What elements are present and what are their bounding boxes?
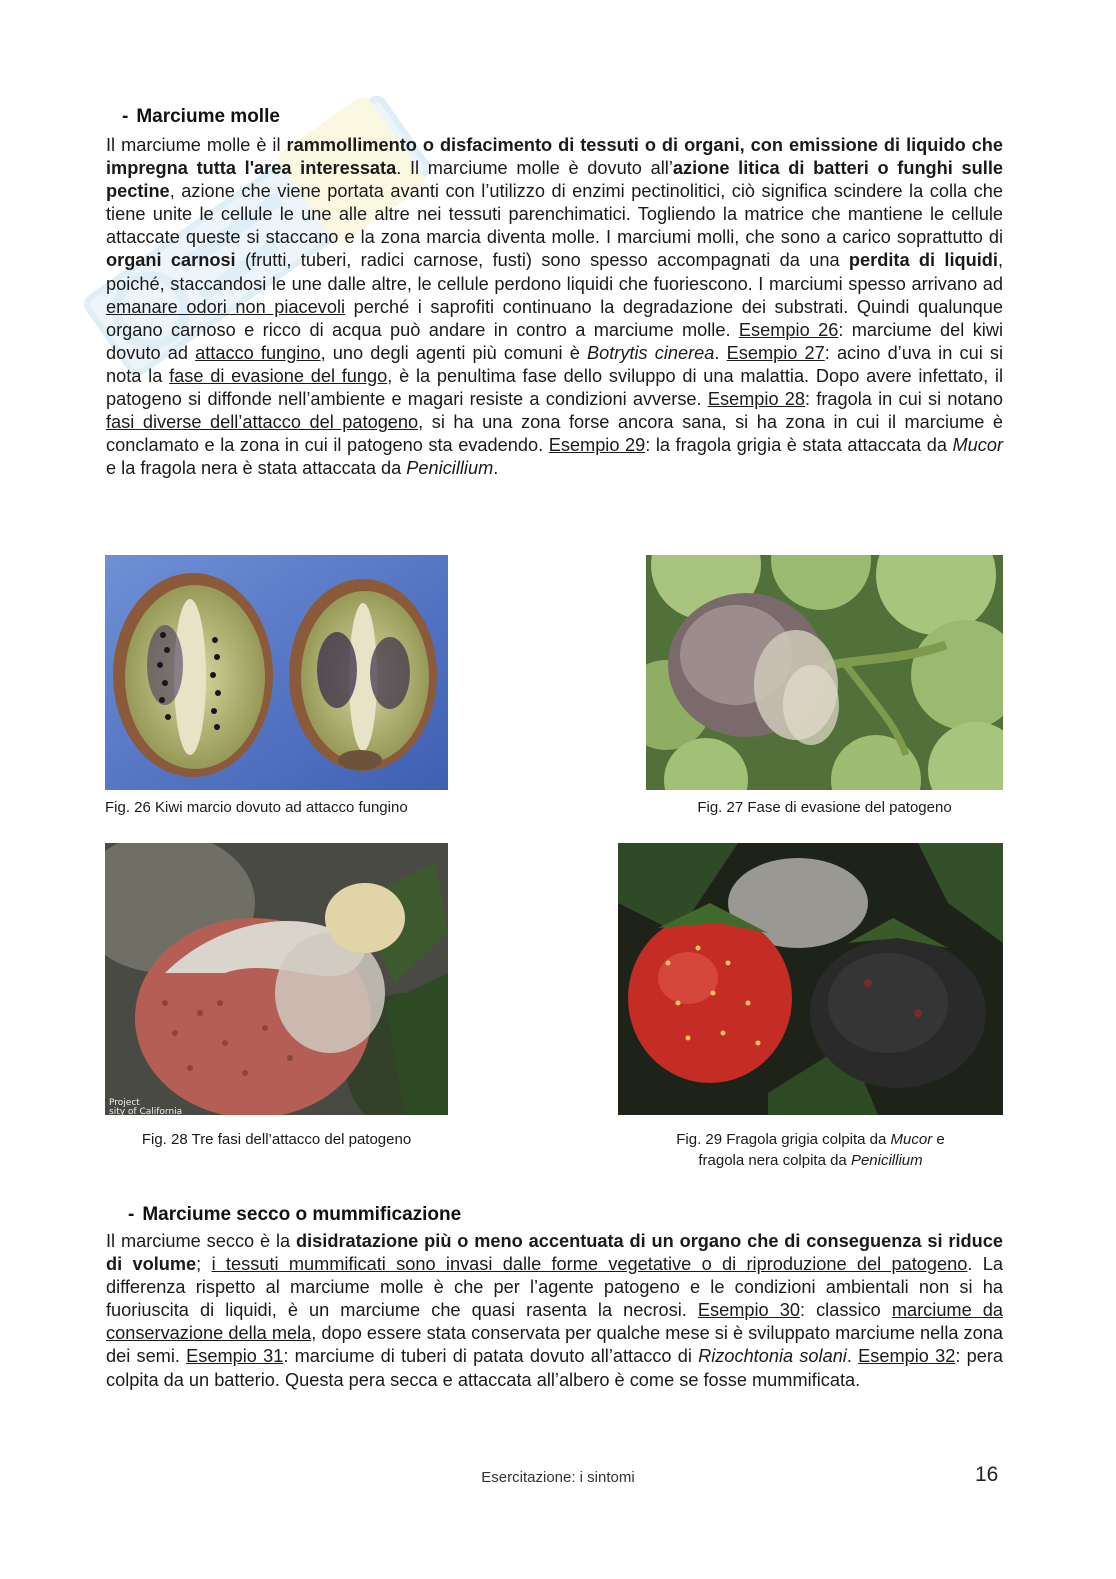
underlined-run: i tessuti mummificati sono invasi dalle forme vegetative o di riproduzione del patogeno (211, 1254, 968, 1275)
text-run: . La differenza rispetto al marciume molle è che per l’agente patogeno e le condizioni ambientali non si ha fuoriuscita di liquidi, è un marciume che quasi rasenta la necrosi. (106, 1254, 1004, 1321)
underlined-run: Esempio 30 (697, 1300, 800, 1321)
text-run: : classico (799, 1300, 892, 1321)
heading-title: Marciume molle (136, 106, 280, 127)
underlined-run: Esempio 27 (726, 342, 825, 363)
text-run: , azione che viene portata avanti con l’utilizzo di enzimi pectinolitici, ciò significa scindere la colla che tiene unite le cellule le une alle altre nei tessuti parenchimatici. Togliendo la matrice che mantiene le cellule attaccate queste si staccano e la zona marcia diventa molle. I marciumi molli, che sono a carico soprattutto di (106, 181, 1003, 248)
bold-run: rammollimento o disfacimento di tessuti o di organi, con emissione di liquido che impregna tutta l'area interessata (106, 135, 1003, 179)
text-run: , poiché, staccandosi le une dalle altre, le cellule perdono liquidi che fuoriescono. I marciumi spesso arrivano ad (106, 250, 1004, 294)
figure-27-caption: Fig. 27 Fase di evasione del patogeno (697, 799, 952, 816)
text-run: , uno degli agenti più comuni è (320, 342, 587, 363)
underlined-run: fase di evasione del fungo (169, 365, 388, 386)
text-run: ; (196, 1254, 212, 1275)
section-heading-marciume-molle (122, 106, 280, 128)
figure-29-caption-line-2 (618, 1150, 1003, 1171)
caption-text: Fig. 29 Fragola grigia colpita da (676, 1131, 891, 1148)
underlined-run: Esempio 29 (548, 435, 646, 456)
text-run: : pera colpita da un batterio. Questa pera secca e attaccata all’albero è come se fosse mummificata. (106, 1346, 1003, 1390)
figure-27-grape-photo (646, 555, 1003, 790)
page-number: 16 (975, 1463, 999, 1486)
text-run: . (493, 458, 499, 479)
figure-28-caption: Fig. 28 Tre fasi dell’attacco del patogeno (141, 1131, 412, 1148)
text-run: : marciume del kiwi dovuto ad (106, 319, 1003, 363)
bold-run: disidratazione più o meno accentuata di un organo che di conseguenza si riduce di volume (106, 1231, 1003, 1275)
figure-29-strawberries-photo (618, 843, 1003, 1115)
text-run: , è la penultima fase dello sviluppo di una malattia. Dopo avere infettato, il patogeno si diffonde nell’ambiente e magari resiste a condizioni avverse. (106, 365, 1003, 410)
italic-run: Rizochtonia solani (698, 1346, 847, 1367)
text-run: e la fragola nera è stata attaccata da (106, 458, 407, 479)
text-run: , si ha una zona forse ancora sana, si ha zona in cui il marciume è conclamato e la zona in cui il patogeno sta evadendo. (106, 412, 1003, 456)
text-run: : marciume di tuberi di patata dovuto all’attacco di (283, 1346, 699, 1367)
text-run: . (846, 1346, 859, 1367)
text-run: perché i saprofiti continuano la degradazione dei substrati. Quindi qualunque organo carnoso e ricco di acqua può andare in contro a marciume molle. (106, 296, 1004, 340)
underlined-run: Esempio 28 (707, 389, 806, 410)
bold-run: perdita di liquidi (848, 250, 998, 271)
underlined-run: Esempio 26 (738, 319, 839, 340)
text-run: Il marciume molle è il (106, 135, 287, 155)
heading-dash: - (128, 1204, 135, 1225)
italic-run: Penicillium (406, 458, 494, 479)
footer-running-title: Esercitazione: i sintomi (481, 1469, 635, 1486)
underlined-run: Esempio 31 (186, 1346, 284, 1367)
caption-text: e (932, 1131, 945, 1148)
underlined-run: emanare odori non piacevoli (106, 296, 346, 317)
caption-text: fragola nera colpita da (698, 1152, 851, 1169)
heading-title: Marciume secco o mummificazione (142, 1204, 462, 1225)
text-run: . Il marciume molle è dovuto all’ (396, 158, 673, 179)
figure-28-strawberry-photo (105, 843, 448, 1115)
section-heading-marciume-secco (128, 1204, 461, 1226)
bold-run: organi carnosi (106, 250, 236, 271)
svg-text:sity of California: sity of California (109, 1107, 183, 1115)
underlined-run: Esempio 32 (858, 1346, 956, 1367)
text-run: : fragola in cui si notano (805, 389, 1003, 410)
figure-29-caption-line-1 (618, 1129, 1003, 1150)
text-run: , dopo essere stata conservata per qualche mese si è sviluppato marciume nella zona dei semi. (106, 1323, 1003, 1367)
caption-species: Mucor (890, 1131, 933, 1148)
text-run: : acino d’uva in cui si nota la (106, 342, 1004, 386)
text-run: : la fragola grigia è stata attaccata da (645, 435, 953, 456)
paragraph-marciume-secco (106, 1230, 1003, 1392)
text-run: . (714, 342, 727, 363)
bold-run: azione litica di batteri o funghi sulle pectine (106, 158, 1003, 202)
figure-26-caption: Fig. 26 Kiwi marcio dovuto ad attacco fungino (105, 799, 408, 816)
italic-run: Mucor (952, 435, 1004, 456)
caption-species: Penicillium (850, 1152, 923, 1169)
text-run: (frutti, tuberi, radici carnose, fusti) sono spesso accompagnati da una (235, 250, 849, 271)
underlined-run: attacco fungino (195, 342, 321, 363)
svg-text:Project: Project (109, 1098, 140, 1108)
italic-run: Botrytis cinerea (586, 342, 715, 363)
text-run: Il marciume secco è la (106, 1231, 297, 1251)
heading-dash: - (122, 106, 129, 127)
figure-29-caption (618, 1129, 1003, 1171)
underlined-run: marciume da conservazione della mela (106, 1300, 1003, 1344)
underlined-run: fasi diverse dell’attacco del patogeno (106, 412, 419, 433)
paragraph-marciume-molle (106, 134, 1003, 480)
figure-26-kiwi-photo (105, 555, 448, 790)
